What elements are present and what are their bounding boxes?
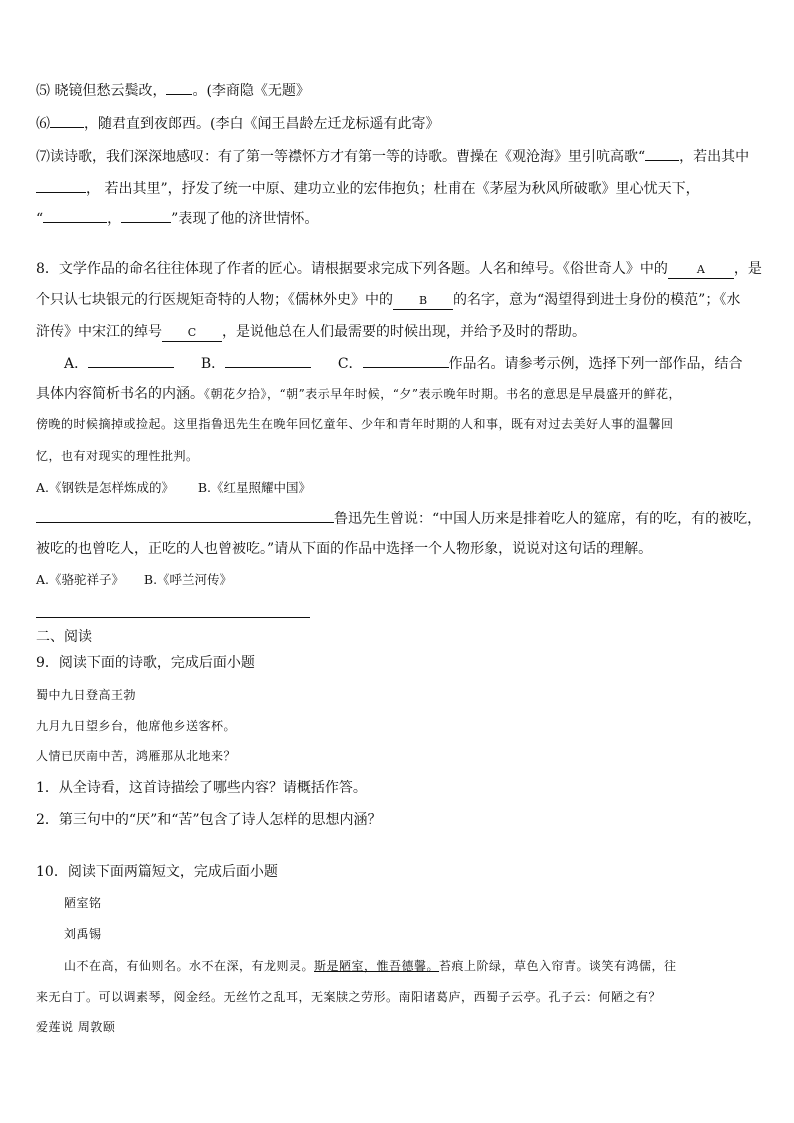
question-9-intro: 9．阅读下面的诗歌，完成后面小题 xyxy=(36,655,255,671)
question-10-intro: 10．阅读下面两篇短文，完成后面小题 xyxy=(36,864,278,880)
question-8-line-3 xyxy=(36,322,586,342)
question-5 xyxy=(36,80,310,101)
answer-blank[interactable] xyxy=(50,113,84,128)
q8-text: ，是说他总在人们最需要的时候出现，并给予及时的帮助。 xyxy=(222,324,586,340)
q7-text: ， 若出其里”，抒发了统一中原、建功立业的宏伟抱负；杜甫在《茅屋为秋风所破歌》里心忧天下， xyxy=(86,181,700,197)
poem-line-2: 人情已厌南中苦，鸿雁那从北地来？ xyxy=(36,749,237,763)
q8-text: 个只认七块银元的行医规矩奇特的人物；《儒林外史》中的 xyxy=(36,292,393,308)
question-6 xyxy=(36,113,439,134)
q7-text: “ xyxy=(36,211,44,227)
q8-label-c: C． xyxy=(337,356,363,372)
question-8-line-9 xyxy=(36,508,761,529)
blank-c[interactable]: C xyxy=(162,327,222,342)
q7-text: ”表现了他的济世情怀。 xyxy=(171,211,319,227)
question-8-line-10: 被吃的也曾吃人，正吃的人也曾被吃。”请从下面的作品中选择一个人物形象，说说对这句话的理解。 xyxy=(36,541,653,557)
blank-b[interactable]: B xyxy=(393,295,453,310)
option-b[interactable]: B.《红星照耀中国》 xyxy=(197,480,312,495)
question-8-line-1 xyxy=(36,259,762,279)
q8-label-a: A． xyxy=(64,356,89,372)
q6-text: ，随君直到夜郎西。(李白《闻王昌龄左迁龙标遥有此寄》 xyxy=(84,116,440,132)
option-b[interactable]: B.《呼兰河传》 xyxy=(143,572,233,587)
sub-question-2: 2．第三句中的“厌”和“苦”包含了诗人怎样的思想内涵？ xyxy=(36,812,382,828)
poem-title: 蜀中九日登高王勃 xyxy=(36,688,137,702)
answer-blank[interactable] xyxy=(166,80,192,95)
answer-blank[interactable] xyxy=(36,178,86,193)
essay-title: 陋室铭 xyxy=(64,896,102,910)
answer-blank[interactable] xyxy=(363,353,449,368)
question-7-line-3 xyxy=(36,208,318,229)
answer-line[interactable] xyxy=(36,508,334,523)
q5-source: 。(李商隐《无题》 xyxy=(192,83,310,99)
q8-label-b: B． xyxy=(200,356,226,372)
essay-text: 苔痕上阶绿，草色入帘青。谈笑有鸿儒，往 xyxy=(439,959,677,973)
next-essay-title: 爱莲说 周敦颐 xyxy=(36,1020,116,1034)
question-8-line-7: 忆，也有对现实的理性批判。 xyxy=(36,449,199,463)
q5-text: ⑸ 晓镜但愁云鬓改， xyxy=(36,83,167,99)
q8-text: 作品名。请参考示例，选择下列一部作品，结合 xyxy=(448,356,743,372)
answer-blank[interactable] xyxy=(225,353,311,368)
q6-number: ⑹ xyxy=(36,116,50,132)
option-a[interactable]: A.《骆驼祥子》 xyxy=(36,572,125,587)
essay-author: 刘禹锡 xyxy=(64,927,102,941)
answer-blank[interactable] xyxy=(43,208,107,223)
question-8-line-5 xyxy=(36,384,681,404)
q7-text: ⑺读诗歌，我们深深地感叹：有了第一等襟怀方才有第一等的诗歌。曹操在《观沧海》里引吭高歌“ xyxy=(36,149,646,165)
q8-text: ，是 xyxy=(733,261,762,277)
q8-example: 《朝花夕拾》，“朝”表示早年时候，“夕”表示晚年时期。书名的意思是早晨盛开的鲜花， xyxy=(204,387,682,401)
question-8-options xyxy=(36,478,311,498)
essay-line-1 xyxy=(64,956,677,976)
question-8-line-2 xyxy=(36,290,740,310)
answer-blank[interactable] xyxy=(121,208,171,223)
essay-text: 山不在高，有仙则名。水不在深，有龙则灵。 xyxy=(64,959,315,973)
essay-line-2: 来无白丁。可以调素琴，阅金经。无丝竹之乱耳，无案牍之劳形。南阳诸葛庐，西蜀子云亭。孔子云：何陋之有？ xyxy=(36,990,662,1004)
question-8-options-2 xyxy=(36,570,232,590)
q8-text: 8．文学作品的命名往往体现了作者的匠心。请根据要求完成下列各题。人名和绰号。《俗世奇人》中的 xyxy=(36,261,668,277)
question-8-line-6: 傍晚的时候摘掉或捡起。这里指鲁迅先生在晚年回忆童年、少年和青年时期的人和事，既有对过去美好人事的温馨回 xyxy=(36,417,674,431)
answer-blank[interactable] xyxy=(645,146,679,161)
q7-text: ， xyxy=(107,211,122,227)
q7-text: ，若出其中 xyxy=(679,149,750,165)
answer-blank[interactable] xyxy=(88,353,174,368)
blank-a[interactable]: A xyxy=(668,264,734,279)
q8-text: 具体内容简析书名的内涵。 xyxy=(36,386,204,402)
q8-text: 的名字，意为“渴望得到进士身份的模范”；《水 xyxy=(453,292,741,308)
section-heading: 二、阅读 xyxy=(36,629,92,645)
q8-text: 鲁迅先生曾说：“中国人历来是排着吃人的筵席，有的吃，有的被吃， xyxy=(334,511,762,527)
question-7-line-2 xyxy=(36,178,700,199)
underlined-text: 斯是陋室，惟吾德馨。 xyxy=(314,959,440,973)
q8-text: 浒传》中宋江的绰号 xyxy=(36,324,162,340)
question-8-line-4 xyxy=(64,353,743,374)
answer-line[interactable] xyxy=(36,617,310,618)
poem-line-1: 九月九日望乡台，他席他乡送客杯。 xyxy=(36,719,237,733)
question-7-line-1 xyxy=(36,146,749,167)
sub-question-1: 1．从全诗看，这首诗描绘了哪些内容？请概括作答。 xyxy=(36,780,367,796)
option-a[interactable]: A.《钢铁是怎样炼成的》 xyxy=(36,480,175,495)
